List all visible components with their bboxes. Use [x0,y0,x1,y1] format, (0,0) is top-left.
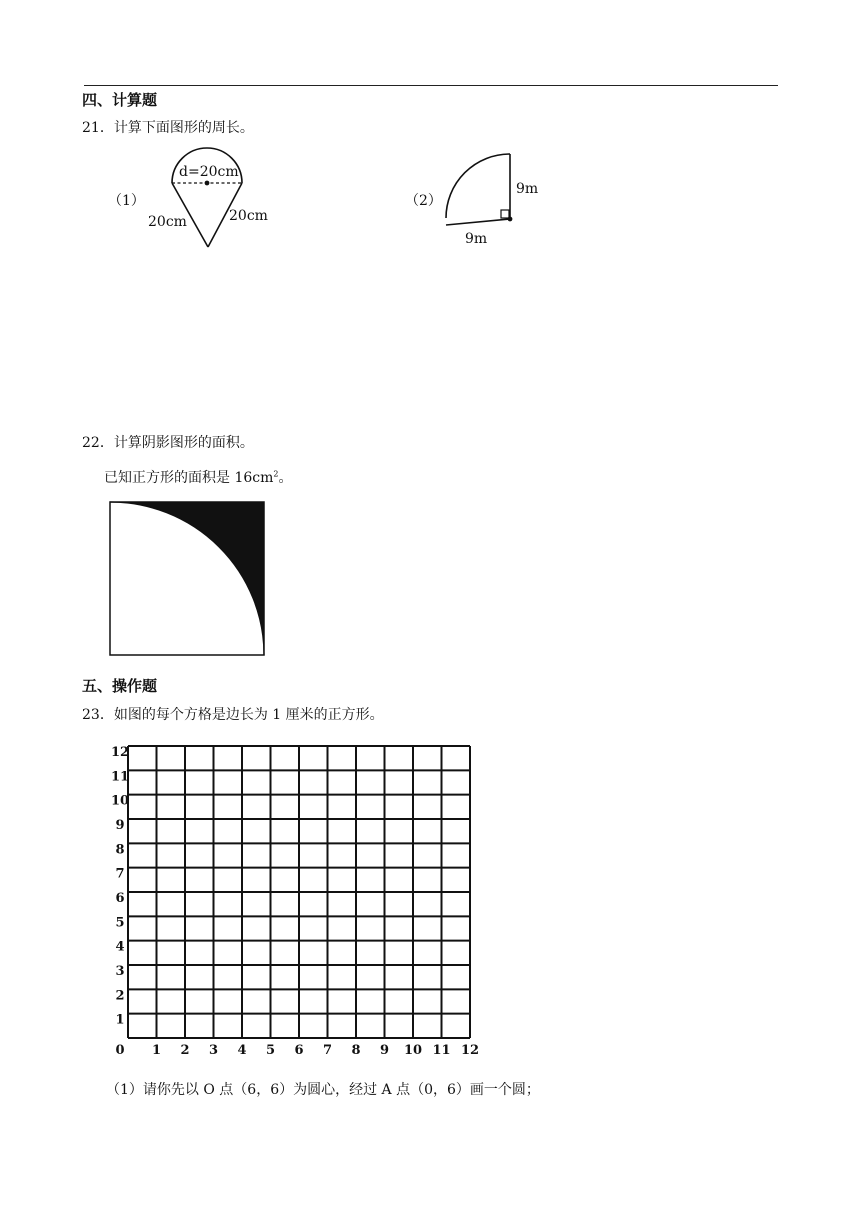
x-axis-tick-label: 3 [208,1043,219,1058]
y-axis-tick-label: 8 [115,842,125,858]
q23-coordinate-grid [100,738,490,1060]
x-axis-tick-label: 8 [351,1043,361,1058]
x-axis-tick-label: 7 [322,1043,333,1058]
given-superscript: 2 [273,469,279,479]
grid-lines [128,746,470,1038]
corner-point [508,217,513,222]
x-axis-tick-label: 11 [432,1043,451,1058]
horizontal-side-label: 9m [465,231,488,247]
y-axis-tick-label: 4 [115,939,125,955]
question-21-stem: 21．计算下面图形的周长。 [82,120,254,136]
section-heading-calculation: 四、计算题 [82,91,158,109]
y-axis-tick-label: 11 [110,769,130,785]
shaded-region [110,502,264,655]
q21-figure-2 [440,148,550,248]
center-point [205,181,210,186]
x-axis-tick-label: 5 [265,1043,276,1058]
x-axis-labels [115,1043,479,1058]
given-suffix: 。 [278,470,293,486]
question-22-stem: 22．计算阴影图形的面积。 [82,435,254,451]
q21-figure-1 [140,140,280,255]
question-23-sub1: （1）请你先以 O 点（6，6）为圆心，经过 A 点（0，6）画一个圆； [106,1082,540,1098]
q22-shaded-figure [106,498,268,658]
y-axis-labels [111,745,129,1028]
horizontal-radius-line [446,219,510,225]
q21-part1-label: （1） [108,193,145,209]
given-prefix: 已知正方形的面积是 16cm [104,470,274,486]
right-angle-mark [501,210,509,218]
x-axis-tick-label: 10 [403,1043,423,1058]
quarter-circle-arc [446,154,510,218]
q21-part2-label: （2） [405,193,442,209]
question-23-stem: 23．如图的每个方格是边长为 1 厘米的正方形。 [82,707,384,723]
vertical-side-label: 9m [516,181,539,197]
y-axis-tick-label: 3 [115,964,125,979]
y-axis-tick-label: 2 [115,988,125,1004]
x-axis-tick-label: 6 [294,1043,304,1058]
y-axis-tick-label: 10 [110,793,130,809]
y-axis-tick-label: 6 [115,891,125,906]
x-axis-tick-label: 4 [237,1043,247,1058]
x-axis-tick-label: 12 [460,1043,480,1058]
x-axis-tick-label: 0 [115,1043,125,1058]
y-axis-tick-label: 7 [115,866,125,882]
top-rule [84,85,778,86]
x-axis-tick-label: 1 [151,1043,162,1058]
right-side-label: 20cm [229,208,268,224]
y-axis-tick-label: 9 [115,818,125,833]
y-axis-tick-label: 12 [110,745,130,760]
y-axis-tick-label: 1 [115,1012,125,1028]
section-heading-operation: 五、操作题 [82,677,158,695]
x-axis-tick-label: 2 [180,1043,190,1058]
question-22-given [104,467,292,487]
y-axis-tick-label: 5 [115,915,125,931]
left-side-label: 20cm [148,214,187,230]
x-axis-tick-label: 9 [379,1043,390,1058]
diameter-label: d=20cm [179,164,239,180]
